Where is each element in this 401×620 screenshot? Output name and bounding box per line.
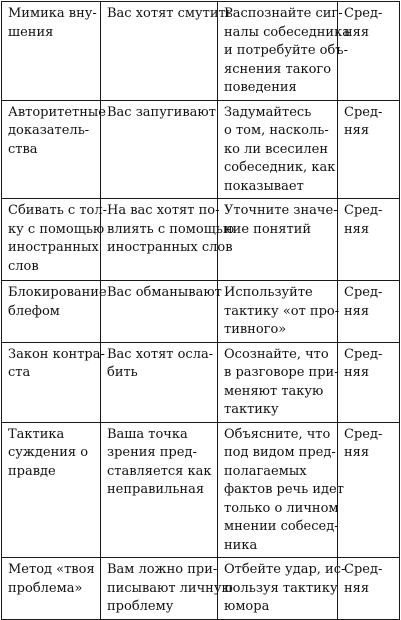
tactic-name-cell [2,100,106,199]
cell-line: Задумайтесь [224,104,312,120]
cell-line: ства [8,141,38,157]
situation-cell [101,281,222,343]
cell-line: доказатель- [8,123,90,138]
tactic-name-cell [2,281,107,343]
cell-line: налы собеседника [224,24,350,40]
cell-line: суждения о [8,445,89,460]
tactics-table [1,1,400,620]
cell-line: яснения такого [224,61,332,77]
cell-line: зрения пред- [107,445,197,460]
cell-line: шения [8,24,54,40]
cell-line: Сред- [344,426,383,442]
cell-line: няя [344,365,370,380]
cell-line: Блокирование [8,285,107,300]
cell-line: поведения [224,80,297,95]
cell-line: тивного» [224,322,287,337]
cell-line: Авторитетные [8,104,106,120]
countermeasure-cell [218,558,346,620]
cell-line: ника [224,537,258,553]
cell-line: няя [344,303,370,319]
cell-line: Вас хотят осла- [107,346,214,362]
cell-line: ко ли всесилен [224,141,328,157]
cell-line: показывает [224,178,304,194]
countermeasure-cell [218,281,338,343]
table-row [2,2,400,101]
cell-line: Сбивать с тол- [8,203,107,218]
countermeasure-cell [218,199,338,281]
cell-line: фактов речь идет [224,482,344,497]
cell-line: Объясните, что [224,426,331,442]
situation-cell [101,199,235,281]
cell-line: Тактика [8,426,65,442]
situation-cell [101,342,218,422]
cell-line: блефом [8,303,60,319]
level-cell [338,342,400,422]
table-row [2,342,400,422]
cell-line: Осознайте, что [224,346,329,362]
cell-line: тактику «от про- [224,303,340,319]
cell-line: иностранных [8,240,99,255]
cell-line: ку с помощью [8,221,105,237]
cell-line: няя [344,445,370,460]
situation-cell [101,422,218,558]
level-cell [338,558,400,620]
cell-line: Вам ложно при- [107,562,218,577]
countermeasure-cell [218,2,350,101]
tactic-name-cell [2,558,101,620]
cell-line: няя [344,580,370,596]
cell-line: о том, насколь- [224,123,329,138]
cell-line: и потребуйте объ- [224,43,348,58]
tactic-name-cell [2,342,105,422]
cell-line: бить [107,365,138,380]
table-row [2,199,400,281]
cell-line: проблема» [8,580,83,596]
cell-line: только о личном [224,500,339,516]
tactic-name-cell [2,2,101,101]
table-row [2,558,400,620]
cell-line: Уточните значе- [224,203,338,218]
cell-line: под видом пред- [224,445,336,460]
cell-line: в разговоре при- [224,365,339,380]
cell-line: иностранных слов [107,240,233,255]
table-row [2,100,400,199]
cell-line: Метод «твоя [8,562,95,577]
cell-line: юмора [224,599,270,614]
cell-line: меняют такую [224,383,324,399]
table-row [2,281,400,343]
cell-line: Ваша точка [107,426,188,442]
cell-line: тактику [224,402,279,417]
cell-line: слов [8,258,39,274]
cell-line: Сред- [344,285,383,300]
countermeasure-cell [218,100,338,199]
cell-line: Вас запугивают [107,104,216,120]
tactic-name-cell [2,422,101,558]
countermeasure-cell [218,342,338,422]
situation-cell [101,100,218,199]
cell-line: собеседник, как [224,160,336,175]
cell-line: Сред- [344,562,383,577]
cell-line: Мимика вну- [8,6,97,21]
level-cell [338,281,400,343]
cell-line: Используйте [224,285,313,300]
cell-line: влиять с помощью [107,221,235,237]
level-cell [338,199,400,281]
level-cell [338,100,400,199]
cell-line: Сред- [344,346,383,362]
cell-line: няя [344,24,370,40]
cell-line: Закон контра- [8,346,105,362]
cell-line: пользуя тактику [224,580,338,596]
countermeasure-cell [218,422,344,558]
cell-line: Сред- [344,203,383,218]
situation-cell [101,2,233,101]
cell-line: правде [8,463,56,479]
cell-line: Сред- [344,6,383,21]
cell-line: няя [344,221,370,237]
cell-line: неправильная [107,482,205,497]
cell-line: ста [8,365,31,380]
cell-line: Отбейте удар, ис- [224,562,346,577]
cell-line: писывают личную [107,580,233,596]
cell-line: мнении собесед- [224,519,339,534]
cell-line: няя [344,123,370,138]
cell-line: Распознайте сиг- [224,6,343,21]
cell-line: Сред- [344,104,383,120]
tactic-name-cell [2,199,107,281]
cell-line: полагаемых [224,463,307,479]
level-cell [338,422,400,558]
cell-line: ставляется как [107,463,212,479]
table-row [2,422,400,558]
cell-line: Вас обманывают [107,285,222,300]
situation-cell [101,558,233,620]
cell-line: ние понятий [224,221,312,237]
cell-line: Вас хотят смутить [107,6,233,21]
cell-line: проблему [107,599,174,614]
cell-line: На вас хотят по- [107,203,220,218]
